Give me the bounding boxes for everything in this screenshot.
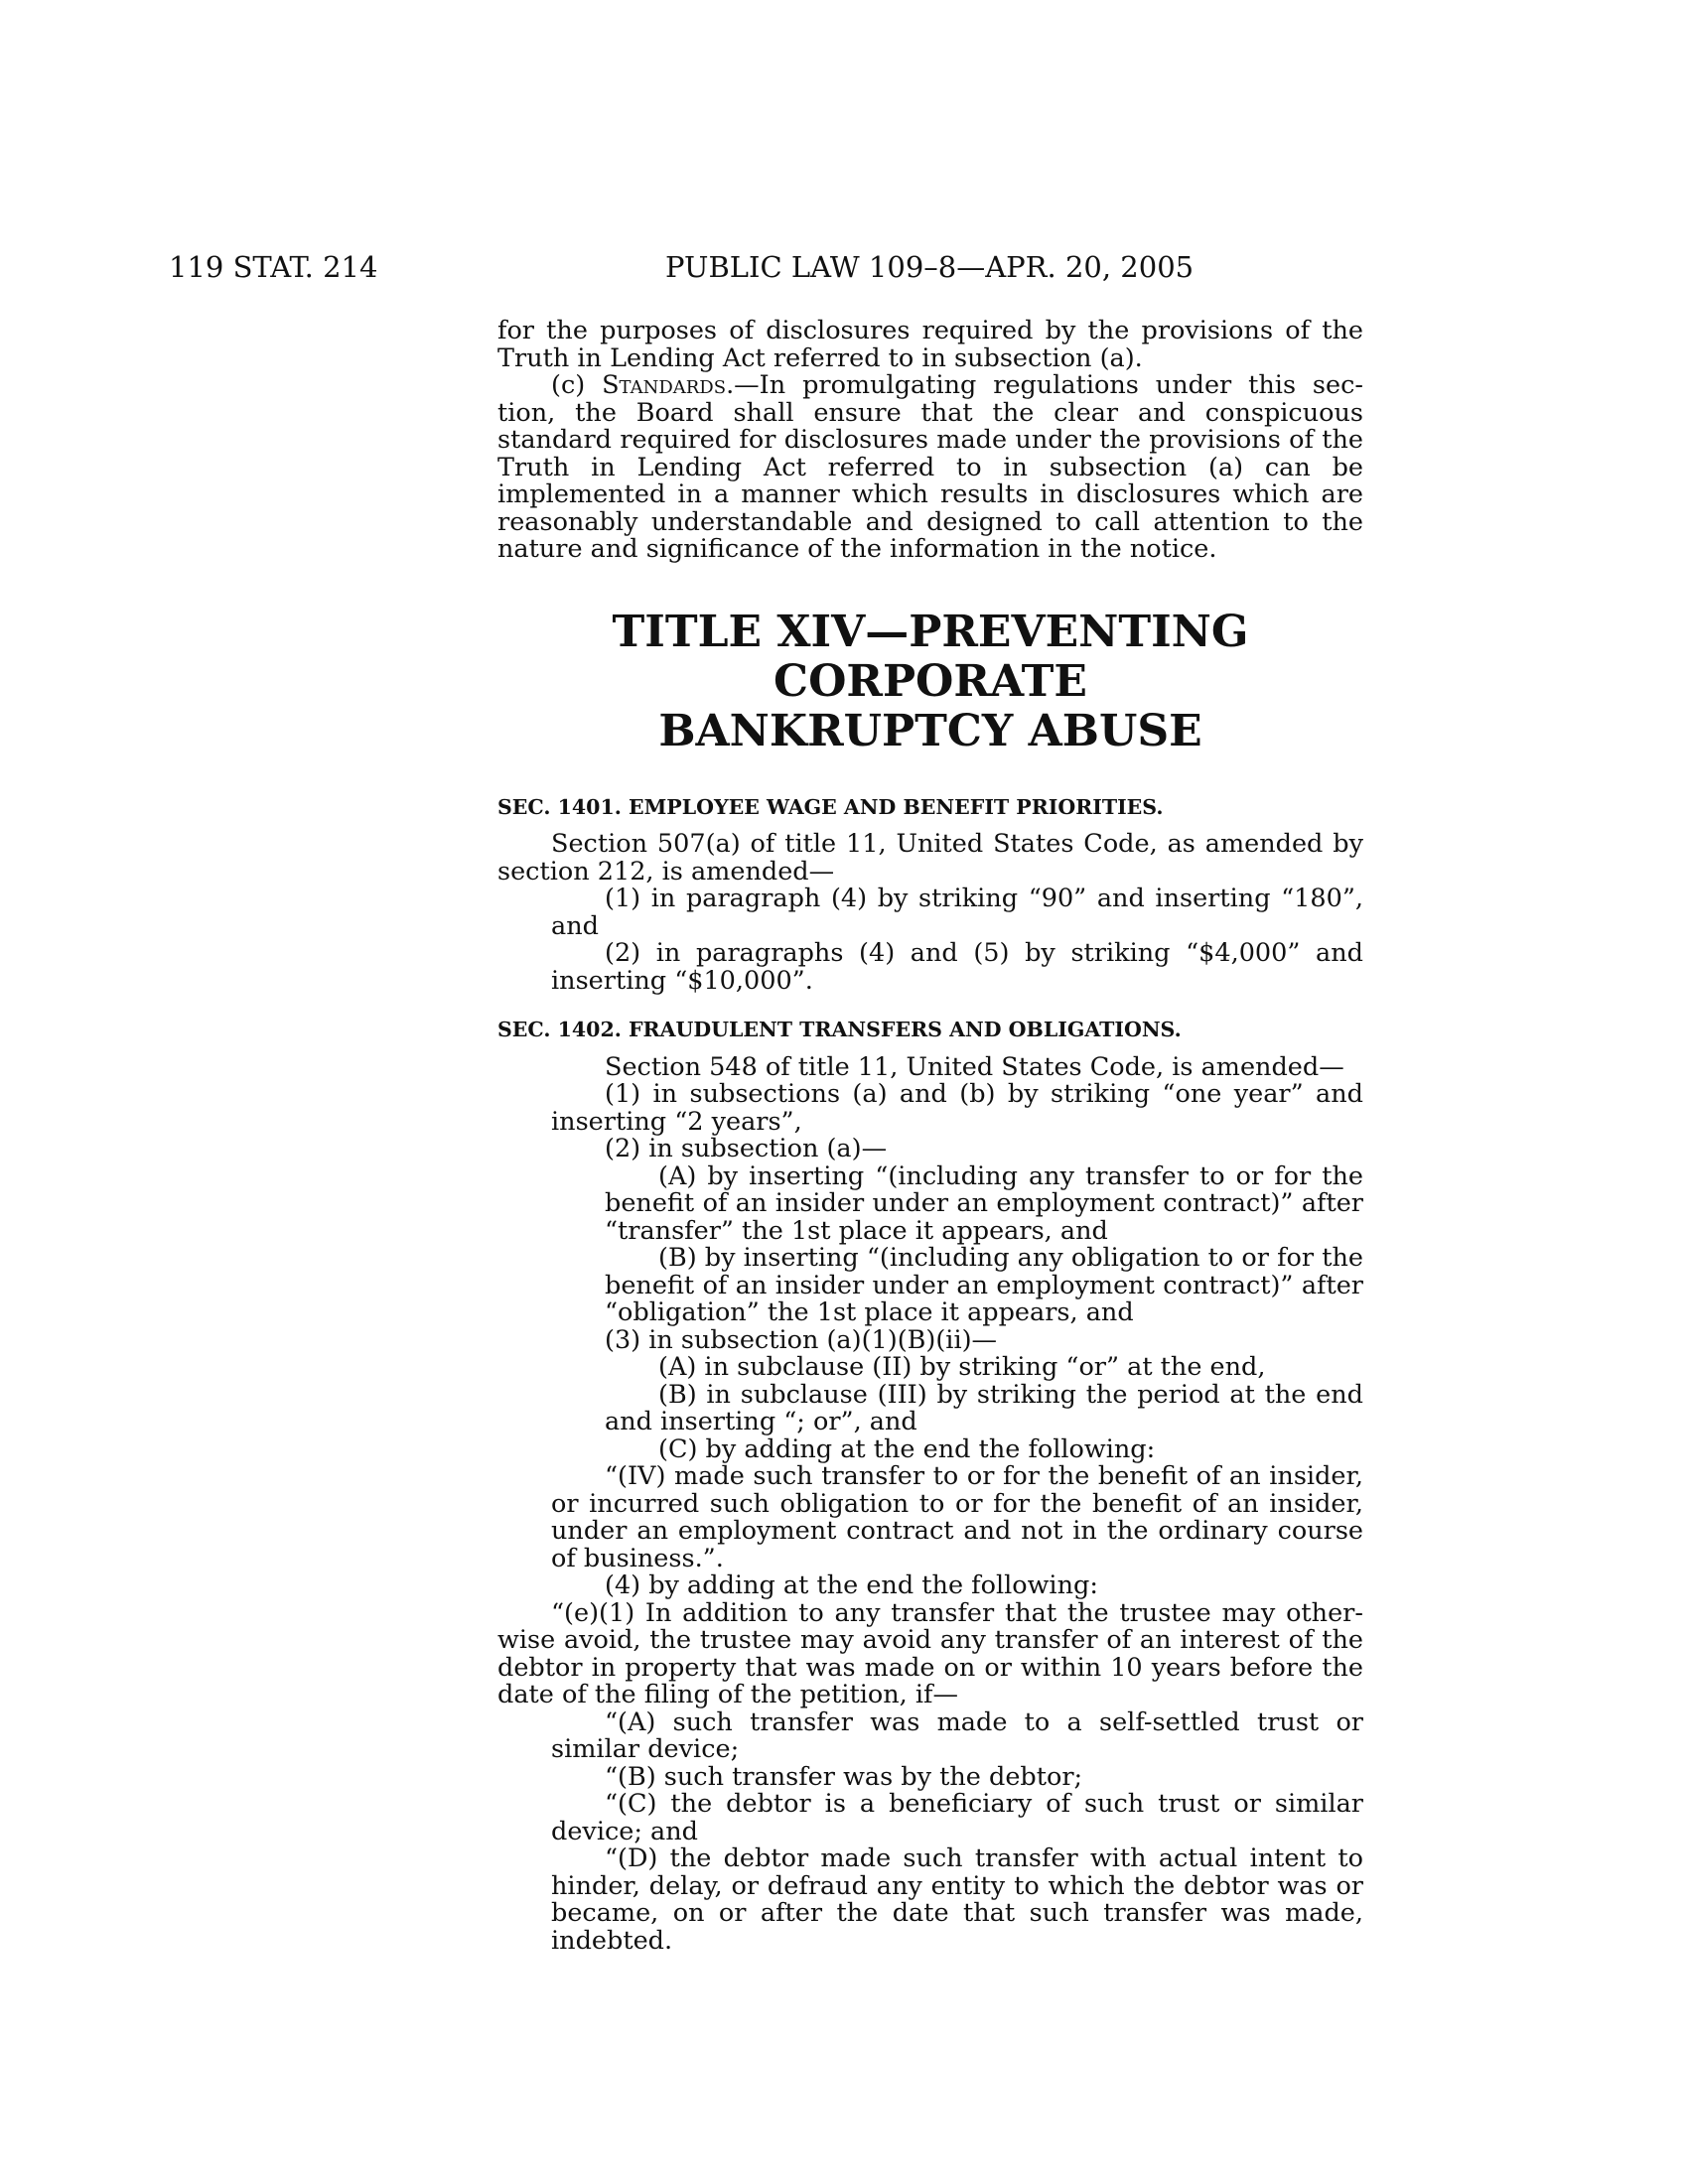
title-heading xyxy=(497,608,1363,756)
standards-label: (c) xyxy=(551,370,603,400)
section-1402-e-c: “(C) the debtor is a beneficiary of such trust or similar device; and xyxy=(551,1789,1363,1846)
page-header xyxy=(169,250,1201,290)
section-1402-item-2: (2) in subsection (a)— xyxy=(605,1134,888,1163)
section-1402-item-2a: (A) by inserting “(including any transfer to or for the benefit of an insider under an employment contract)” after “transfer” the 1st place it appears, and xyxy=(605,1160,1363,1246)
section-1402-e1: “(e)(1) In addition to any transfer that the trustee may other- wise avoid, the trustee may avoid any transfer of an interest of the debtor in property that was made on or within 10 years before the date of the filing of the petition, if— xyxy=(497,1597,1363,1709)
section-1402-item-3a: (A) in subclause (II) by striking “or” at the end, xyxy=(658,1352,1266,1382)
standards-caps: Standards xyxy=(602,370,727,400)
standards-text: .—In promulgating regulations under this sec- tion, the Board shall ensure that the clear and conspicuous standard required for disclosures made under the provisions of the Truth in Lending Act referred to in subsection (a) can be implemented in a manner which results in disclosures which are reasonably understandable and designed to call attention to the nature and significance of the information in the notice. xyxy=(497,370,1363,564)
section-1402-item-3c: (C) by adding at the end the following: xyxy=(658,1433,1156,1464)
section-1402-e-b: “(B) such transfer was by the debtor; xyxy=(605,1761,1083,1792)
stat-citation: 119 STAT. 214 xyxy=(169,250,378,284)
section-1402-item-3: (3) in subsection (a)(1)(B)(ii)— xyxy=(605,1324,998,1355)
section-1402-item-4: (4) by adding at the end the following: xyxy=(605,1570,1098,1600)
section-1401-intro: Section 507(a) of title 11, United States Code, as amended by section 212, is amended— xyxy=(497,829,1363,887)
section-1402-item-2b: (B) by inserting “(including any obligation to or for the benefit of an insider under an employment contract)” after “obligation” the 1st place it appears, and xyxy=(605,1243,1363,1327)
continued-paragraph: for the purposes of disclosures required by the provisions of the Truth in Lending Act referred to in subsection (a). xyxy=(497,316,1363,373)
section-1402-e-a: “(A) such transfer was made to a self-settled trust or similar device; xyxy=(551,1706,1363,1764)
section-1402-item-1: (1) in subsections (a) and (b) by striking “one year” and inserting “2 years”, xyxy=(551,1079,1363,1137)
section-1402-intro: Section 548 of title 11, United States Code, is amended— xyxy=(605,1051,1344,1082)
section-1402-item-3b: (B) in subclause (III) by striking the period at the end and inserting “; or”, and xyxy=(605,1379,1363,1436)
section-1402-heading: SEC. 1402. FRAUDULENT TRANSFERS AND OBLIGATIONS. xyxy=(497,1018,1182,1041)
title-line-2: BANKRUPTCY ABUSE xyxy=(658,705,1202,756)
title-line-1: TITLE XIV—PREVENTING CORPORATE xyxy=(612,606,1249,707)
section-1401-heading: SEC. 1401. EMPLOYEE WAGE AND BENEFIT PRIORITIES. xyxy=(497,794,1164,819)
section-1401-item-1: (1) in paragraph (4) by striking “90” and inserting “180”, and xyxy=(551,884,1363,941)
section-1401-item-2: (2) in paragraphs (4) and (5) by striking “$4,000” and inserting “$10,000”. xyxy=(551,938,1363,996)
public-law-citation: PUBLIC LAW 109–8—APR. 20, 2005 xyxy=(665,250,1195,284)
standards-paragraph xyxy=(497,372,1363,564)
section-1402-subclause-iv: “(IV) made such transfer to or for the benefit of an insider, or incurred such obligation to or for the benefit of an insider, under an employment contract and not in the ordinary course of business.”. xyxy=(551,1461,1363,1573)
section-1402-e-d: “(D) the debtor made such transfer with actual intent to hinder, delay, or defraud any entity to which the debtor was or became, on or after the date that such transfer was made, indebted. xyxy=(551,1843,1363,1956)
document-body xyxy=(497,318,1363,1955)
